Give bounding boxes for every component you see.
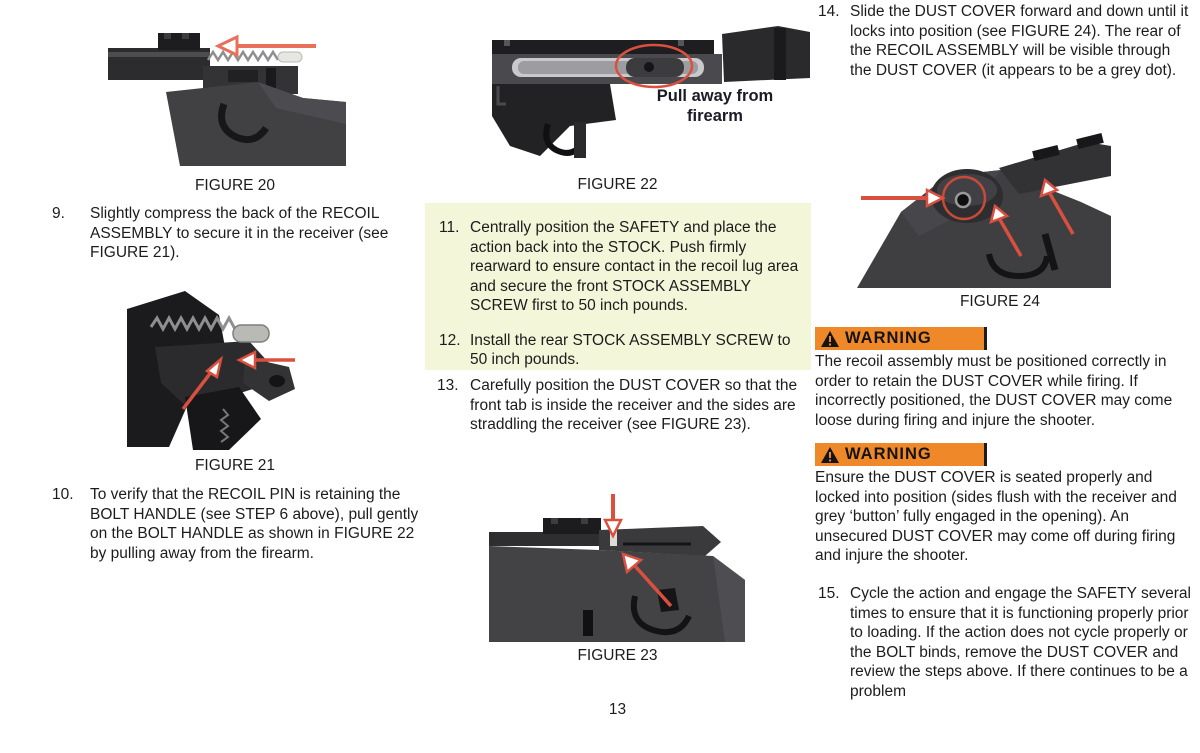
step-number: 13. [437, 377, 459, 394]
rifle-rear-receiver-illustration [849, 114, 1111, 288]
step-item-11 [439, 218, 805, 316]
step-item-14 [818, 2, 1192, 80]
warning-text-1: The recoil assembly must be positioned correctly in order to retain the DUST COVER while firing. If incorrectly positioned, the DUST COVER may come loose during firing and injure the shooter. [815, 353, 1173, 429]
warning-triangle-icon [821, 447, 839, 463]
figure-22-annotation: Pull away from firearm [656, 87, 774, 125]
warning-text-2: Ensure the DUST COVER is seated properly and locked into position (sides flush with the receiver and grey ‘button’ fully engaged in the opening). An unsecured DUST COVER may come off during firing and injure the shooter. [815, 469, 1177, 564]
warning-label: WARNING [845, 445, 932, 463]
warning-banner [815, 327, 987, 350]
step-text: Slide the DUST COVER forward and down until it locks into position (see FIGURE 24). The rear of the RECOIL ASSEMBLY will be visible through the DUST COVER (it appears to be a grey dot). [850, 3, 1189, 79]
receiver-closeup-illustration [127, 287, 299, 450]
step-item-9 [52, 204, 414, 263]
step-item-10 [52, 485, 420, 563]
figure-24-caption: FIGURE 24 [959, 293, 1041, 310]
rifle-dust-cover-illustration [489, 492, 745, 642]
figure-21-caption: FIGURE 21 [194, 457, 276, 474]
step-number: 14. [818, 3, 840, 20]
figure-21-image [127, 287, 299, 450]
figure-22-caption: FIGURE 22 [577, 176, 658, 193]
step-item-12 [439, 331, 805, 370]
step-item-15 [818, 584, 1192, 701]
warning-label: WARNING [845, 329, 932, 347]
step-item-13 [437, 376, 809, 435]
step-number: 11. [439, 219, 460, 236]
highlighted-steps-block [425, 203, 811, 370]
figure-23-caption: FIGURE 23 [577, 647, 658, 664]
figure-24-image [849, 114, 1111, 288]
step-text: Centrally position the SAFETY and place the action back into the STOCK. Push firmly rearward to ensure contact in the recoil lug area and secure the front STOCK ASSEMBLY SCREW first to 50 inch pounds. [470, 219, 799, 314]
step-text: Slightly compress the back of the RECOIL ASSEMBLY to secure it in the receiver (see FIGURE 21). [90, 205, 389, 261]
step-number: 9. [52, 205, 65, 222]
figure-20-caption: FIGURE 20 [194, 177, 276, 194]
step-text: Carefully position the DUST COVER so that the front tab is inside the receiver and the sides are straddling the receiver (see FIGURE 23). [470, 377, 798, 433]
figure-23-image [489, 492, 745, 642]
rifle-recoil-assembly-illustration [108, 8, 346, 166]
step-number: 15. [818, 585, 840, 602]
warning-triangle-icon [821, 331, 839, 347]
warning-banner [815, 443, 987, 466]
figure-20-image [108, 8, 346, 166]
step-text: To verify that the RECOIL PIN is retaining the BOLT HANDLE (see STEP 6 above), pull gently on the BOLT HANDLE as shown in FIGURE 22 by pulling away from the firearm. [90, 486, 419, 562]
step-text: Install the rear STOCK ASSEMBLY SCREW to 50 inch pounds. [470, 331, 791, 368]
page-number: 13 [608, 701, 627, 718]
step-text: Cycle the action and engage the SAFETY several times to ensure that it is functioning properly prior to loading. If the action does not cycle properly or the BOLT binds, remove the DUST COVER and review the steps above. If there continues to be a problem [850, 585, 1191, 700]
step-number: 10. [52, 486, 74, 503]
step-number: 12. [439, 331, 461, 349]
figure-22-image [478, 24, 810, 174]
